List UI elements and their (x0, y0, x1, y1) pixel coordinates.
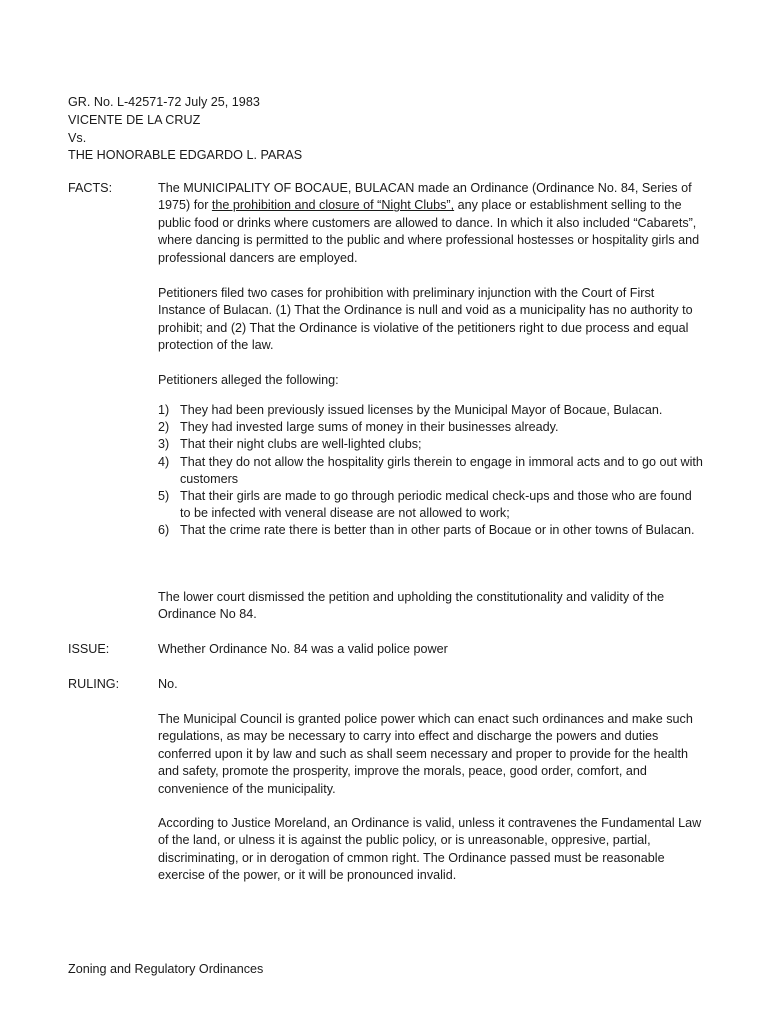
facts-paragraph-1 (158, 180, 703, 267)
facts-p3-text: Petitioners alleged the following: (158, 373, 339, 387)
list-item-text: They had been previously issued licenses by the Municipal Mayor of Bocaue, Bulacan. (180, 403, 663, 417)
list-number: 4) (158, 454, 170, 469)
list-item-text: That the crime rate there is better than in other parts of Bocaue or in other towns of Bulacan. (180, 522, 695, 537)
facts-p1-text-cont: any place or establishment selling to the public food or drinks where customers are allowed to dance. In which it also included “Cabarets”, where dancing is permitted to the public and where professional hostesses or hospitality girls and professional dancers are employed. (158, 198, 700, 265)
versus-label: Vs. (68, 130, 87, 145)
facts-paragraph-2 (158, 285, 703, 355)
ruling-p2-text: According to Justice Moreland, an Ordinance is valid, unless it contravenes the Fundamental Law of the land, or ulness it is against the public policy, or is unreasonable, oppresive, partial, discriminating, or in derogation of cmmon right. The Ordinance passed must be reasonable exercise of the power, or it will be pronounced invalid. (158, 816, 702, 883)
underlined-phrase: the prohibition and closure of “Night Clubs”, (211, 198, 455, 213)
list-number: 2) (158, 420, 170, 435)
respondent-name: THE HONORABLE EDGARDO L. PARAS (68, 148, 303, 163)
list-item (158, 419, 703, 436)
list-item-text: That their night clubs are well-lighted clubs; (180, 437, 422, 452)
ruling-p1-text: The Municipal Council is granted police power which can enact such ordinances and make such regulations, as may be necessary to carry into effect and discharge the powers and duties conferred upon it by law and such as shall seem necessary and proper to provide for the health and safety, promote the prosperity, improve the morals, peace, good order, comfort, and convenience of the municipality. (158, 712, 693, 796)
facts-paragraph-4 (158, 589, 703, 624)
list-item-text: That they do not allow the hospitality girls therein to engage in immoral acts and to go out with customers (180, 454, 703, 486)
issue-text: Whether Ordinance No. 84 was a valid police power (158, 642, 448, 656)
facts-p1-text: The MUNICIPALITY OF BOCAUE, BULACAN made an Ordinance (Ordinance No. 84, Series of 1975) for (158, 181, 692, 213)
list-item (158, 436, 703, 453)
facts-p2-text: Petitioners filed two cases for prohibition with preliminary injunction with the Court of First Instance of Bulacan. (1) That the Ordinance is null and void as a municipality has no authority to prohibit; and (2) That the Ordinance is violative of the petitioners right to due process and equal protection of the law. (158, 286, 693, 353)
list-number: 6) (158, 522, 170, 537)
list-item-text: That their girls are made to go through periodic medical check-ups and those who are found to be infected with veneral disease are not allowed to work; (180, 488, 692, 520)
ruling-label: RULING: (68, 677, 120, 691)
ruling-paragraph-2 (158, 815, 703, 885)
list-number: 5) (158, 488, 170, 503)
list-number: 1) (158, 403, 170, 417)
list-number: 3) (158, 437, 170, 452)
ruling-answer: No. (158, 677, 178, 691)
case-header (68, 94, 302, 165)
list-item (158, 454, 703, 488)
facts-section (158, 180, 703, 267)
case-number: GR. No. L-42571-72 July 25, 1983 (68, 95, 260, 109)
allegations-list (158, 402, 703, 539)
list-item (158, 488, 703, 522)
section-footer-heading: Zoning and Regulatory Ordinances (68, 962, 264, 976)
facts-p4-text: The lower court dismissed the petition and upholding the constitutionality and validity of the Ordinance No 84. (158, 590, 665, 622)
list-item (158, 402, 703, 419)
facts-paragraph-3 (158, 372, 703, 389)
ruling-paragraph-1 (158, 711, 703, 798)
list-item-text: They had invested large sums of money in their businesses already. (180, 420, 559, 435)
list-item (158, 522, 703, 539)
petitioner-name: VICENTE DE LA CRUZ (68, 112, 201, 127)
facts-label: FACTS: (68, 181, 113, 195)
issue-label: ISSUE: (68, 642, 110, 656)
